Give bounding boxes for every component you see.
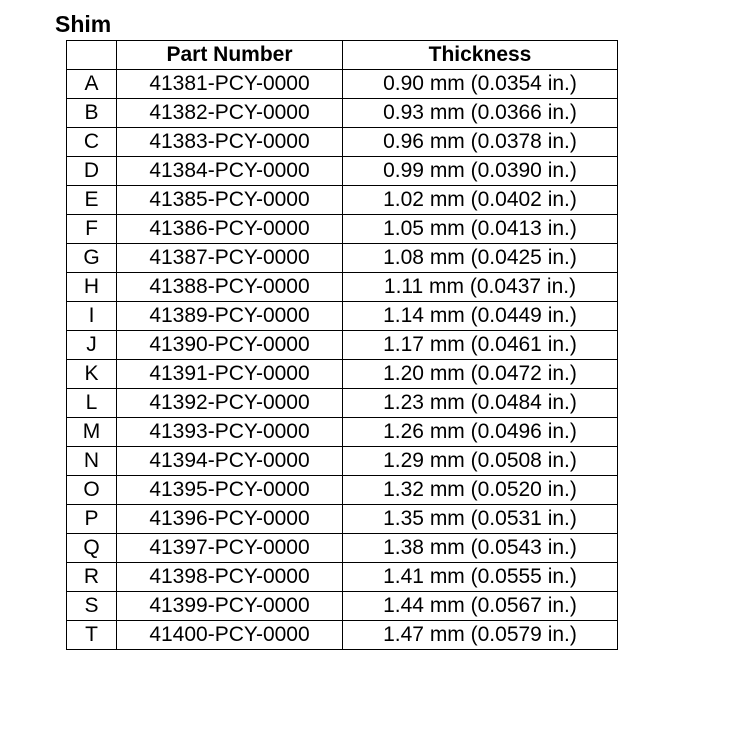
table-row bbox=[67, 128, 618, 157]
part-number-cell: 41385-PCY-0000 bbox=[117, 186, 343, 215]
table-row bbox=[67, 360, 618, 389]
page-title: Shim bbox=[55, 11, 112, 37]
thickness-cell: 0.96 mm (0.0378 in.) bbox=[343, 128, 618, 157]
table-row bbox=[67, 621, 618, 650]
shim-letter: J bbox=[67, 331, 117, 360]
part-number-cell: 41395-PCY-0000 bbox=[117, 476, 343, 505]
header-blank-cell bbox=[67, 41, 117, 70]
thickness-cell: 0.90 mm (0.0354 in.) bbox=[343, 70, 618, 99]
table-row bbox=[67, 186, 618, 215]
part-number-cell: 41390-PCY-0000 bbox=[117, 331, 343, 360]
shim-letter: H bbox=[67, 273, 117, 302]
table-row bbox=[67, 273, 618, 302]
thickness-cell: 1.29 mm (0.0508 in.) bbox=[343, 447, 618, 476]
part-number-cell: 41400-PCY-0000 bbox=[117, 621, 343, 650]
shim-letter: C bbox=[67, 128, 117, 157]
part-number-cell: 41393-PCY-0000 bbox=[117, 418, 343, 447]
table-row bbox=[67, 476, 618, 505]
shim-letter: E bbox=[67, 186, 117, 215]
thickness-cell: 0.93 mm (0.0366 in.) bbox=[343, 99, 618, 128]
table-row bbox=[67, 418, 618, 447]
table-row bbox=[67, 302, 618, 331]
header-part-number: Part Number bbox=[117, 41, 343, 70]
shim-letter: A bbox=[67, 70, 117, 99]
shim-letter: N bbox=[67, 447, 117, 476]
shim-letter: D bbox=[67, 157, 117, 186]
table-header-row bbox=[67, 41, 618, 70]
shim-letter: Q bbox=[67, 534, 117, 563]
thickness-cell: 1.44 mm (0.0567 in.) bbox=[343, 592, 618, 621]
table-row bbox=[67, 244, 618, 273]
part-number-cell: 41391-PCY-0000 bbox=[117, 360, 343, 389]
shim-letter: G bbox=[67, 244, 117, 273]
shim-letter: B bbox=[67, 99, 117, 128]
table-row bbox=[67, 534, 618, 563]
part-number-cell: 41394-PCY-0000 bbox=[117, 447, 343, 476]
thickness-cell: 1.47 mm (0.0579 in.) bbox=[343, 621, 618, 650]
thickness-cell: 1.14 mm (0.0449 in.) bbox=[343, 302, 618, 331]
part-number-cell: 41392-PCY-0000 bbox=[117, 389, 343, 418]
part-number-cell: 41382-PCY-0000 bbox=[117, 99, 343, 128]
thickness-cell: 1.20 mm (0.0472 in.) bbox=[343, 360, 618, 389]
thickness-cell: 1.08 mm (0.0425 in.) bbox=[343, 244, 618, 273]
shim-letter: R bbox=[67, 563, 117, 592]
table-row bbox=[67, 389, 618, 418]
thickness-cell: 0.99 mm (0.0390 in.) bbox=[343, 157, 618, 186]
shim-letter: P bbox=[67, 505, 117, 534]
thickness-cell: 1.41 mm (0.0555 in.) bbox=[343, 563, 618, 592]
shim-letter: K bbox=[67, 360, 117, 389]
table-row bbox=[67, 215, 618, 244]
thickness-cell: 1.05 mm (0.0413 in.) bbox=[343, 215, 618, 244]
part-number-cell: 41384-PCY-0000 bbox=[117, 157, 343, 186]
shim-letter: S bbox=[67, 592, 117, 621]
header-thickness: Thickness bbox=[343, 41, 618, 70]
table-row bbox=[67, 157, 618, 186]
table-row bbox=[67, 99, 618, 128]
thickness-cell: 1.35 mm (0.0531 in.) bbox=[343, 505, 618, 534]
thickness-cell: 1.32 mm (0.0520 in.) bbox=[343, 476, 618, 505]
table-row bbox=[67, 447, 618, 476]
part-number-cell: 41398-PCY-0000 bbox=[117, 563, 343, 592]
thickness-cell: 1.23 mm (0.0484 in.) bbox=[343, 389, 618, 418]
part-number-cell: 41387-PCY-0000 bbox=[117, 244, 343, 273]
thickness-cell: 1.17 mm (0.0461 in.) bbox=[343, 331, 618, 360]
table-row bbox=[67, 563, 618, 592]
part-number-cell: 41383-PCY-0000 bbox=[117, 128, 343, 157]
table-row bbox=[67, 70, 618, 99]
shim-table bbox=[66, 40, 618, 650]
table-row bbox=[67, 331, 618, 360]
shim-letter: O bbox=[67, 476, 117, 505]
part-number-cell: 41389-PCY-0000 bbox=[117, 302, 343, 331]
shim-letter: T bbox=[67, 621, 117, 650]
thickness-cell: 1.38 mm (0.0543 in.) bbox=[343, 534, 618, 563]
shim-letter: I bbox=[67, 302, 117, 331]
part-number-cell: 41381-PCY-0000 bbox=[117, 70, 343, 99]
table-row bbox=[67, 505, 618, 534]
part-number-cell: 41397-PCY-0000 bbox=[117, 534, 343, 563]
part-number-cell: 41388-PCY-0000 bbox=[117, 273, 343, 302]
thickness-cell: 1.11 mm (0.0437 in.) bbox=[343, 273, 618, 302]
part-number-cell: 41386-PCY-0000 bbox=[117, 215, 343, 244]
thickness-cell: 1.02 mm (0.0402 in.) bbox=[343, 186, 618, 215]
table-row bbox=[67, 592, 618, 621]
part-number-cell: 41399-PCY-0000 bbox=[117, 592, 343, 621]
thickness-cell: 1.26 mm (0.0496 in.) bbox=[343, 418, 618, 447]
shim-letter: L bbox=[67, 389, 117, 418]
part-number-cell: 41396-PCY-0000 bbox=[117, 505, 343, 534]
shim-letter: M bbox=[67, 418, 117, 447]
shim-letter: F bbox=[67, 215, 117, 244]
